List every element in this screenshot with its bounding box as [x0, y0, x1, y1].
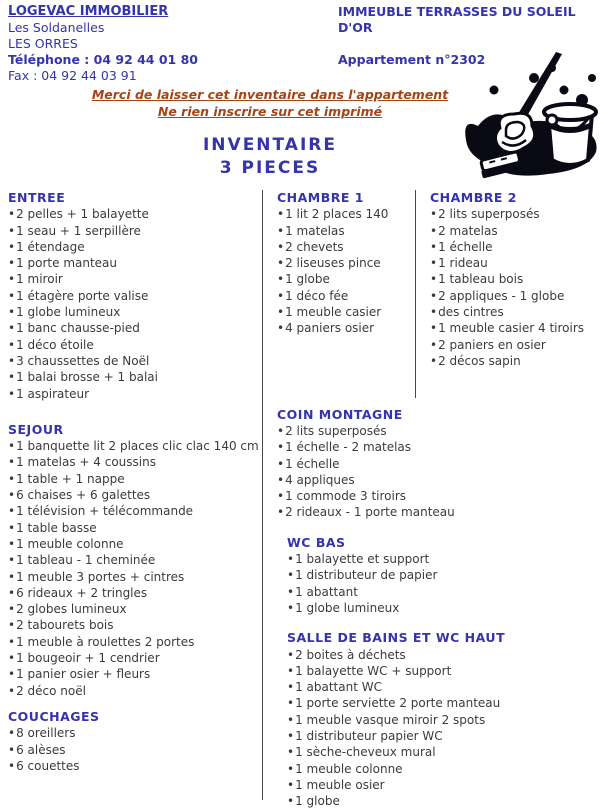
list-item	[277, 304, 412, 320]
list-item	[8, 454, 258, 470]
bullet-icon: •	[8, 455, 16, 470]
section-chambre-1	[277, 190, 412, 337]
building-name: IMMEUBLE TERRASSES DU SOLEIL D'OR	[338, 4, 576, 35]
list-item	[430, 271, 608, 287]
list-item-text: 2 matelas	[438, 223, 498, 238]
bullet-icon: •	[8, 683, 16, 698]
list-item	[287, 793, 412, 809]
bullet-icon: •	[287, 794, 295, 809]
bullet-icon: •	[277, 305, 285, 320]
list-item	[277, 439, 412, 455]
list-item	[277, 255, 412, 271]
bullet-icon: •	[277, 256, 285, 271]
bullet-icon: •	[287, 600, 295, 615]
bullet-icon: •	[8, 439, 16, 454]
list-item-text: 1 balayette WC + support	[295, 663, 452, 678]
bullet-icon: •	[287, 761, 295, 776]
agency-fax: Fax : 04 92 44 03 91	[8, 68, 137, 83]
list-item-text: 1 matelas	[285, 223, 345, 238]
list-item-text: 1 meuble 3 portes + cintres	[16, 569, 185, 584]
notice-line-1: Merci de laisser cet inventaire dans l'appartement	[91, 87, 449, 102]
list-item	[287, 744, 436, 760]
list-item	[8, 369, 258, 385]
list-item	[287, 679, 412, 695]
section-entree	[8, 190, 258, 402]
list-item	[8, 239, 258, 255]
column-divider-left	[262, 190, 263, 800]
section-title-couchages: COUCHAGES	[8, 708, 100, 724]
section-title-coin-montagne: COIN MONTAGNE	[277, 406, 403, 422]
bullet-icon: •	[8, 488, 16, 503]
bullet-icon: •	[287, 663, 295, 678]
list-item	[8, 223, 258, 239]
list-item	[8, 520, 258, 536]
list-item	[8, 666, 258, 682]
list-item	[287, 761, 412, 777]
agency-city: LES ORRES	[8, 36, 78, 51]
list-item	[277, 223, 412, 239]
section-title-chambre-2: CHAMBRE 2	[430, 190, 517, 205]
section-coin-montagne	[277, 406, 455, 521]
list-item	[287, 695, 501, 711]
list-item-text: 1 porte manteau	[16, 256, 118, 271]
bullet-icon: •	[8, 272, 16, 287]
list-item	[277, 239, 412, 255]
bullet-icon: •	[277, 440, 285, 455]
bullet-icon: •	[430, 207, 438, 222]
list-item	[287, 728, 443, 744]
list-item-text: 1 échelle	[438, 239, 493, 254]
list-item	[277, 488, 412, 504]
list-item	[8, 634, 258, 650]
list-item-text: 1 meuble à roulettes 2 portes	[16, 634, 195, 649]
bullet-icon: •	[287, 584, 295, 599]
list-item	[8, 438, 258, 454]
bullet-icon: •	[277, 505, 285, 520]
bullet-icon: •	[287, 552, 295, 567]
list-item	[277, 504, 455, 520]
list-item	[277, 456, 412, 472]
list-item-text: 2 globes lumineux	[16, 602, 127, 617]
bullet-icon: •	[8, 667, 16, 682]
section-title-sejour: SEJOUR	[8, 421, 64, 437]
bullet-icon: •	[430, 321, 438, 336]
list-item-text: 1 télévision + télécommande	[16, 504, 194, 519]
list-item-text: 1 globe	[285, 272, 330, 287]
list-item	[287, 600, 412, 616]
list-item	[8, 271, 258, 287]
list-item	[8, 585, 258, 601]
section-chambre-2	[430, 190, 608, 369]
list-item-text: 1 abattant WC	[295, 680, 382, 695]
notice-block	[0, 86, 540, 120]
list-item-text: 4 appliques	[285, 472, 355, 487]
list-item-text: 1 rideau	[438, 256, 488, 271]
bullet-icon: •	[287, 777, 295, 792]
list-item	[8, 601, 258, 617]
list-item	[8, 569, 258, 585]
list-item	[277, 423, 412, 439]
list-item-text: 1 seau + 1 serpillère	[16, 223, 141, 238]
bullet-icon: •	[287, 696, 295, 711]
list-item-text: 1 globe lumineux	[16, 305, 121, 320]
section-sejour	[8, 422, 258, 699]
list-item-text: 2 tabourets bois	[16, 618, 114, 633]
bullet-icon: •	[277, 288, 285, 303]
list-item-text: 1 banc chausse-pied	[16, 321, 140, 336]
bullet-icon: •	[8, 353, 16, 368]
agency-name: LOGEVAC IMMOBILIER	[8, 4, 169, 19]
bullet-icon: •	[430, 272, 438, 287]
list-item	[287, 647, 412, 663]
list-item	[8, 471, 258, 487]
agency-header	[8, 4, 198, 84]
bullet-icon: •	[8, 370, 16, 385]
list-item	[8, 650, 258, 666]
list-item	[430, 288, 608, 304]
title-line-1: INVENTAIRE	[202, 135, 337, 155]
list-item	[430, 337, 608, 353]
apartment-number: Appartement n°2302	[338, 52, 486, 67]
list-item	[8, 288, 258, 304]
list-item	[8, 255, 258, 271]
list-item-text: 1 déco fée	[285, 288, 349, 303]
list-item-text: 2 liseuses pince	[285, 256, 381, 271]
list-item	[8, 725, 258, 741]
list-item-text: 2 chevets	[285, 239, 344, 254]
list-item-text: 1 commode 3 tiroirs	[285, 489, 407, 504]
bullet-icon: •	[8, 207, 16, 222]
list-item	[430, 206, 608, 222]
list-item-text: 1 lit 2 places 140	[285, 207, 389, 222]
list-item-text: 1 abattant	[295, 584, 358, 599]
notice-line-2: Ne rien inscrire sur cet imprimé	[157, 104, 383, 119]
list-item	[430, 353, 608, 369]
section-title-wc-bas: WC BAS	[287, 534, 346, 550]
list-item-text: 1 aspirateur	[16, 386, 89, 401]
list-item-text: 1 meuble colonne	[16, 536, 124, 551]
list-item	[8, 337, 258, 353]
bullet-icon: •	[8, 504, 16, 519]
bullet-icon: •	[8, 305, 16, 320]
list-item-text: 2 appliques - 1 globe	[438, 288, 565, 303]
list-item-text: 3 chaussettes de Noël	[16, 353, 150, 368]
list-item	[8, 742, 258, 758]
bullet-icon: •	[430, 337, 438, 352]
list-item-text: 1 table basse	[16, 520, 97, 535]
bullet-icon: •	[8, 536, 16, 551]
list-item-text: 4 paniers osier	[285, 321, 375, 336]
section-salle-de-bains	[277, 630, 506, 809]
bullet-icon: •	[277, 272, 285, 287]
inventory-column-left	[8, 190, 258, 774]
list-item-text: 1 bougeoir + 1 cendrier	[16, 651, 160, 666]
list-item-text: des cintres	[438, 305, 504, 320]
bullet-icon: •	[8, 239, 16, 254]
list-item	[8, 487, 258, 503]
list-item-text: 1 porte serviette 2 porte manteau	[295, 696, 501, 711]
bullet-icon: •	[8, 651, 16, 666]
list-item-text: 1 miroir	[16, 272, 63, 287]
bullet-icon: •	[277, 223, 285, 238]
list-item-text: 2 déco noël	[16, 683, 86, 698]
list-item	[8, 503, 258, 519]
list-item	[430, 239, 608, 255]
bullet-icon: •	[287, 729, 295, 744]
bullet-icon: •	[8, 618, 16, 633]
agency-phone: Téléphone : 04 92 44 01 80	[8, 52, 199, 67]
bullet-icon: •	[8, 634, 16, 649]
title-line-2: 3 PIECES	[219, 158, 321, 178]
list-item-text: 2 décos sapin	[438, 353, 521, 368]
list-item	[430, 223, 608, 239]
bullet-icon: •	[8, 288, 16, 303]
bullet-icon: •	[277, 239, 285, 254]
list-item-text: 1 distributeur papier WC	[295, 729, 443, 744]
bullet-icon: •	[8, 585, 16, 600]
list-item-text: 6 rideaux + 2 tringles	[16, 585, 148, 600]
list-item	[8, 758, 258, 774]
list-item-text: 6 alèses	[16, 742, 66, 757]
list-item-text: 2 boites à déchets	[295, 647, 406, 662]
list-item	[287, 712, 486, 728]
list-item-text: 2 rideaux - 1 porte manteau	[285, 505, 455, 520]
list-item-text: 1 banquette lit 2 places clic clac 140 cm	[16, 439, 259, 454]
list-item-text: 1 distributeur de papier	[295, 568, 438, 583]
list-item	[287, 777, 412, 793]
list-item-text: 1 échelle	[285, 456, 340, 471]
bullet-icon: •	[8, 223, 16, 238]
list-item-text: 1 globe	[295, 794, 340, 809]
list-item	[287, 584, 412, 600]
bullet-icon: •	[8, 602, 16, 617]
bullet-icon: •	[287, 680, 295, 695]
bullet-icon: •	[277, 472, 285, 487]
list-item-text: 1 balayette et support	[295, 552, 430, 567]
bullet-icon: •	[8, 742, 16, 757]
list-item-text: 1 sèche-cheveux mural	[295, 745, 436, 760]
column-divider-right	[415, 190, 416, 398]
list-item	[287, 567, 438, 583]
list-item-text: 1 matelas + 4 coussins	[16, 455, 156, 470]
list-item-text: 1 tableau bois	[438, 272, 524, 287]
list-item	[8, 617, 258, 633]
list-item-text: 1 meuble colonne	[295, 761, 403, 776]
list-item-text: 8 oreillers	[16, 726, 76, 741]
bullet-icon: •	[430, 239, 438, 254]
section-wc-bas	[277, 534, 438, 616]
list-item-text: 1 meuble casier	[285, 305, 382, 320]
list-item	[430, 304, 608, 320]
bullet-icon: •	[277, 489, 285, 504]
list-item-text: 2 lits superposés	[285, 423, 387, 438]
bullet-icon: •	[277, 207, 285, 222]
list-item-text: 1 meuble vasque miroir 2 spots	[295, 712, 486, 727]
list-item-text: 1 étendage	[16, 239, 85, 254]
list-item	[287, 551, 430, 567]
bullet-icon: •	[430, 256, 438, 271]
section-title-chambre-1: CHAMBRE 1	[277, 190, 364, 205]
list-item	[430, 320, 608, 336]
list-item	[8, 552, 258, 568]
bullet-icon: •	[430, 353, 438, 368]
bullet-icon: •	[8, 386, 16, 401]
list-item-text: 1 globe lumineux	[295, 600, 400, 615]
list-item-text: 2 paniers en osier	[438, 337, 546, 352]
list-item-text: 2 lits superposés	[438, 207, 540, 222]
inventory-column-right	[430, 190, 608, 369]
bullet-icon: •	[277, 321, 285, 336]
list-item	[8, 206, 258, 222]
list-item	[430, 255, 608, 271]
bullet-icon: •	[8, 471, 16, 486]
list-item-text: 1 meuble osier	[295, 777, 385, 792]
bullet-icon: •	[8, 321, 16, 336]
list-item	[8, 304, 258, 320]
page-title	[0, 134, 540, 180]
list-item-text: 6 chaises + 6 galettes	[16, 488, 151, 503]
list-item	[8, 353, 258, 369]
list-item-text: 1 meuble casier 4 tiroirs	[438, 321, 585, 336]
bullet-icon: •	[287, 647, 295, 662]
list-item	[277, 288, 412, 304]
section-couchages	[8, 709, 258, 774]
bullet-icon: •	[430, 288, 438, 303]
list-item	[277, 320, 412, 336]
section-title-salle-de-bains: SALLE DE BAINS ET WC HAUT	[287, 630, 506, 646]
list-item	[277, 206, 412, 222]
list-item-text: 1 tableau - 1 cheminée	[16, 553, 156, 568]
list-item-text: 1 table + 1 nappe	[16, 471, 125, 486]
list-item-text: 1 déco étoile	[16, 337, 94, 352]
list-item	[277, 271, 412, 287]
bullet-icon: •	[430, 223, 438, 238]
list-item	[8, 320, 258, 336]
bullet-icon: •	[277, 456, 285, 471]
list-item	[277, 472, 412, 488]
list-item	[287, 663, 452, 679]
list-item-text: 1 balai brosse + 1 balai	[16, 370, 158, 385]
bullet-icon: •	[287, 712, 295, 727]
list-item-text: 1 étagère porte valise	[16, 288, 149, 303]
bullet-icon: •	[287, 745, 295, 760]
bullet-icon: •	[8, 569, 16, 584]
bullet-icon: •	[277, 423, 285, 438]
section-title-entree: ENTREE	[8, 190, 66, 205]
bullet-icon: •	[8, 758, 16, 773]
list-item	[8, 386, 258, 402]
agency-residence: Les Soldanelles	[8, 20, 105, 35]
list-item-text: 1 échelle - 2 matelas	[285, 440, 412, 455]
list-item-text: 1 panier osier + fleurs	[16, 667, 151, 682]
bullet-icon: •	[8, 520, 16, 535]
bullet-icon: •	[8, 256, 16, 271]
bullet-icon: •	[430, 305, 438, 320]
bullet-icon: •	[8, 553, 16, 568]
bullet-icon: •	[287, 568, 295, 583]
list-item	[8, 683, 258, 699]
list-item-text: 6 couettes	[16, 758, 80, 773]
list-item-text: 2 pelles + 1 balayette	[16, 207, 149, 222]
bullet-icon: •	[8, 337, 16, 352]
bullet-icon: •	[8, 726, 16, 741]
list-item	[8, 536, 258, 552]
